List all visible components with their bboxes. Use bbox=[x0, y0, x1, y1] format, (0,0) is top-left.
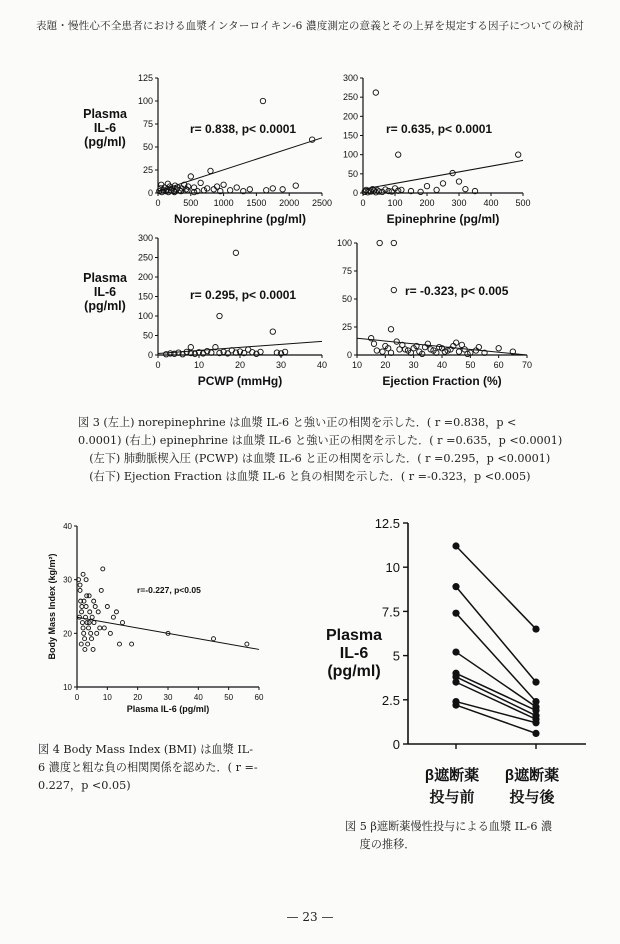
data-point bbox=[396, 152, 401, 157]
y-tick-label: 100 bbox=[137, 96, 153, 106]
data-point bbox=[234, 185, 239, 190]
caption-line: 図 4 Body Mass Index (BMI) は血漿 IL- bbox=[38, 743, 253, 756]
data-point bbox=[391, 240, 396, 245]
fig5-chart bbox=[375, 516, 586, 806]
y-axis-label: Plasma bbox=[83, 271, 127, 285]
data-point bbox=[456, 349, 461, 354]
y-axis-label: IL-6 bbox=[339, 645, 369, 662]
caption-line: (左下) 肺動脈楔入圧 (PCWP) は血漿 IL-6 と正の相関を示した．( r =0.295，p <0.0001) bbox=[89, 452, 551, 465]
y-tick-label: 7.5 bbox=[381, 604, 400, 620]
data-point bbox=[371, 341, 376, 346]
data-point bbox=[496, 346, 501, 351]
data-point bbox=[80, 621, 84, 625]
data-point bbox=[373, 90, 378, 95]
correlation-annotation: r= 0.838, p< 0.0001 bbox=[190, 122, 297, 136]
data-point bbox=[98, 626, 102, 630]
data-point bbox=[86, 642, 90, 646]
data-point bbox=[91, 647, 95, 651]
y-tick-label: 50 bbox=[341, 294, 352, 304]
data-point bbox=[93, 605, 97, 609]
data-point bbox=[114, 610, 118, 614]
data-point bbox=[391, 287, 396, 292]
y-tick-label: 0 bbox=[392, 737, 400, 752]
data-point bbox=[459, 342, 464, 347]
data-point bbox=[233, 250, 238, 255]
data-point bbox=[80, 605, 84, 609]
data-point bbox=[532, 730, 539, 737]
y-axis-label: IL-6 bbox=[93, 121, 117, 135]
y-axis-label: Plasma bbox=[325, 627, 383, 644]
x-tick-label: 40 bbox=[436, 360, 448, 370]
y-tick-label: 0 bbox=[346, 350, 352, 360]
data-point bbox=[453, 340, 458, 345]
x-tick-label: 10 bbox=[351, 360, 363, 370]
category-label bbox=[505, 766, 559, 806]
x-axis-label: Ejection Fraction (%) bbox=[382, 374, 502, 388]
y-tick-label: 200 bbox=[137, 272, 153, 282]
data-point bbox=[247, 187, 252, 192]
series-line bbox=[456, 546, 536, 629]
x-tick-label: 1500 bbox=[246, 198, 267, 208]
data-point bbox=[532, 679, 539, 686]
data-point bbox=[377, 240, 382, 245]
data-point bbox=[84, 605, 88, 609]
data-point bbox=[102, 626, 106, 630]
data-point bbox=[532, 719, 539, 726]
x-axis-label: Plasma IL-6 (pg/ml) bbox=[126, 704, 210, 714]
data-point bbox=[245, 642, 249, 646]
caption-line: 図 5 β遮断薬慢性投与による血漿 IL-6 濃 bbox=[345, 820, 553, 833]
data-point bbox=[452, 679, 459, 686]
y-tick-label: 250 bbox=[137, 252, 153, 263]
data-point bbox=[374, 348, 379, 353]
y-tick-label: 0 bbox=[147, 350, 153, 360]
data-point bbox=[532, 625, 539, 632]
data-point bbox=[418, 189, 423, 194]
x-tick-label: 10 bbox=[193, 360, 205, 370]
fig3-top-left-chart bbox=[138, 73, 332, 226]
data-point bbox=[81, 572, 85, 576]
x-tick-label: 60 bbox=[493, 360, 504, 370]
y-tick-label: 12.5 bbox=[374, 516, 400, 531]
data-point bbox=[452, 542, 459, 549]
data-point bbox=[217, 313, 222, 318]
data-point bbox=[198, 180, 203, 185]
data-point bbox=[81, 626, 85, 630]
caption-line: 6 濃度と粗な負の相関関係を認めた．( r =- bbox=[38, 761, 258, 774]
data-point bbox=[117, 642, 121, 646]
x-tick-label: 100 bbox=[387, 198, 403, 208]
data-point bbox=[89, 631, 93, 635]
data-point bbox=[221, 182, 226, 187]
x-tick-label: 0 bbox=[155, 198, 161, 208]
data-point bbox=[270, 329, 275, 334]
data-point bbox=[280, 187, 285, 192]
page-title: 表題・慢性心不全患者における血漿インターロイキン-6 濃度測定の意義とその上昇を規定する因子についての検討 bbox=[35, 20, 585, 32]
y-tick-label: 50 bbox=[142, 142, 153, 152]
data-point bbox=[83, 647, 87, 651]
data-point bbox=[96, 610, 100, 614]
y-tick-label: 25 bbox=[142, 165, 153, 175]
x-tick-label: 60 bbox=[254, 693, 264, 702]
x-tick-label: 200 bbox=[419, 198, 435, 208]
data-point bbox=[83, 637, 87, 641]
x-tick-label: 10 bbox=[102, 693, 112, 702]
x-tick-label: 20 bbox=[380, 360, 391, 370]
y-tick-label: 0 bbox=[147, 188, 153, 198]
correlation-annotation: r= 0.295, p< 0.0001 bbox=[190, 288, 297, 302]
y-tick-label: 40 bbox=[63, 522, 72, 531]
y-tick-label: 30 bbox=[63, 575, 72, 585]
x-tick-label: 2000 bbox=[279, 198, 300, 208]
x-axis-label: PCWP (mmHg) bbox=[197, 374, 283, 388]
data-point bbox=[90, 637, 94, 641]
data-point bbox=[111, 615, 115, 619]
x-axis-label: Norepinephrine (pg/ml) bbox=[174, 212, 306, 226]
data-point bbox=[424, 183, 429, 188]
figure-3-caption bbox=[78, 414, 563, 486]
data-point bbox=[227, 188, 232, 193]
data-point bbox=[88, 610, 92, 614]
y-tick-label: 100 bbox=[336, 238, 352, 248]
data-point bbox=[90, 615, 94, 619]
caption-line: 0.227，p <0.05) bbox=[38, 779, 131, 792]
x-tick-label: 50 bbox=[465, 360, 476, 370]
y-axis-label: (pg/ml) bbox=[84, 135, 126, 149]
data-point bbox=[79, 642, 83, 646]
regression-line bbox=[363, 160, 523, 189]
regression-line bbox=[158, 341, 322, 353]
data-point bbox=[208, 168, 213, 173]
caption-line: 図 3 (左上) norepinephrine は血漿 IL-6 と強い正の相関を示した．( r =0.838，p < bbox=[78, 416, 517, 429]
x-tick-label: 500 bbox=[183, 198, 199, 208]
fig4-chart bbox=[47, 522, 264, 714]
x-tick-label: 0 bbox=[74, 693, 80, 702]
data-point bbox=[108, 631, 112, 635]
fig3-bottom-right-chart bbox=[337, 238, 532, 388]
y-axis-label: (pg/ml) bbox=[84, 299, 126, 313]
category-label-line: 投与後 bbox=[509, 789, 555, 806]
y-tick-label: 2.5 bbox=[381, 692, 400, 708]
caption-line: (右下) Ejection Fraction は血漿 IL-6 と負の相関を示した．( r =-0.323，p <0.005) bbox=[89, 470, 531, 483]
y-axis-label: (pg/ml) bbox=[327, 663, 381, 680]
x-tick-label: 300 bbox=[451, 198, 467, 208]
category-label-line: β遮断薬 bbox=[504, 767, 560, 784]
y-tick-label: 100 bbox=[137, 311, 153, 321]
y-tick-label: 125 bbox=[137, 73, 153, 83]
x-tick-label: 1000 bbox=[213, 198, 234, 208]
data-point bbox=[78, 583, 82, 587]
data-point bbox=[99, 588, 103, 592]
y-tick-label: 300 bbox=[137, 233, 153, 243]
data-point bbox=[463, 186, 468, 191]
y-tick-label: 100 bbox=[342, 149, 358, 160]
x-tick-label: 0 bbox=[155, 360, 161, 370]
data-point bbox=[452, 702, 459, 709]
data-point bbox=[84, 578, 88, 582]
x-tick-label: 400 bbox=[483, 198, 499, 208]
data-point bbox=[399, 187, 404, 192]
y-tick-label: 250 bbox=[342, 92, 358, 103]
correlation-annotation: r= 0.635, p< 0.0001 bbox=[386, 122, 493, 136]
data-point bbox=[87, 626, 91, 630]
data-point bbox=[440, 181, 445, 186]
data-point bbox=[101, 567, 105, 571]
x-tick-label: 50 bbox=[224, 693, 234, 702]
category-label bbox=[425, 766, 479, 806]
y-tick-label: 150 bbox=[137, 291, 153, 302]
category-label-line: 投与前 bbox=[429, 789, 475, 806]
correlation-annotation: r= -0.323, p< 0.005 bbox=[405, 284, 509, 298]
y-tick-label: 25 bbox=[341, 322, 352, 332]
x-tick-label: 20 bbox=[133, 693, 143, 702]
y-axis-label: Plasma bbox=[83, 107, 127, 121]
data-point bbox=[130, 642, 134, 646]
x-tick-label: 20 bbox=[234, 360, 246, 370]
data-point bbox=[105, 605, 109, 609]
data-point bbox=[516, 152, 521, 157]
y-tick-label: 10 bbox=[385, 560, 400, 576]
y-tick-label: 0 bbox=[352, 188, 358, 198]
y-tick-label: 200 bbox=[342, 111, 358, 122]
data-point bbox=[95, 631, 99, 635]
data-point bbox=[264, 188, 269, 193]
figure-5-caption bbox=[345, 818, 595, 854]
data-point bbox=[212, 637, 216, 641]
figure-4-caption bbox=[38, 741, 278, 795]
data-point bbox=[380, 349, 385, 354]
y-tick-label: 50 bbox=[142, 330, 153, 341]
regression-line bbox=[77, 617, 259, 649]
correlation-annotation: r=-0.227, p<0.05 bbox=[137, 585, 201, 595]
y-tick-label: 300 bbox=[342, 73, 358, 83]
y-axis-label: IL-6 bbox=[93, 285, 117, 299]
data-point bbox=[270, 186, 275, 191]
y-tick-label: 75 bbox=[341, 266, 352, 276]
x-tick-label: 30 bbox=[408, 360, 419, 370]
y-tick-label: 75 bbox=[142, 119, 153, 129]
data-point bbox=[456, 179, 461, 184]
x-tick-label: 40 bbox=[193, 693, 203, 702]
caption-line: 0.0001) (右上) epinephrine は血漿 IL-6 と強い正の相関を示した．( r =0.635，p <0.0001) bbox=[78, 434, 563, 447]
data-point bbox=[388, 327, 393, 332]
x-tick-label: 70 bbox=[521, 360, 533, 370]
x-tick-label: 30 bbox=[275, 360, 287, 370]
data-point bbox=[121, 621, 125, 625]
series-line bbox=[456, 587, 536, 682]
data-point bbox=[188, 174, 193, 179]
y-axis-label: Body Mass Index (kg/m²) bbox=[47, 553, 57, 660]
x-tick-label: 40 bbox=[316, 360, 328, 370]
y-tick-label: 150 bbox=[342, 130, 358, 141]
data-point bbox=[452, 583, 459, 590]
fig3-top-right-chart bbox=[343, 73, 531, 226]
data-point bbox=[434, 187, 439, 192]
x-tick-label: 500 bbox=[515, 198, 531, 208]
x-tick-label: 0 bbox=[360, 198, 366, 208]
data-point bbox=[92, 599, 96, 603]
data-point bbox=[82, 631, 86, 635]
data-point bbox=[188, 345, 193, 350]
data-point bbox=[80, 610, 84, 614]
y-tick-label: 20 bbox=[63, 629, 72, 639]
page-number: — 23 — bbox=[286, 910, 334, 924]
data-point bbox=[78, 588, 82, 592]
y-tick-label: 10 bbox=[63, 683, 72, 692]
data-point bbox=[92, 621, 96, 625]
y-tick-label: 5 bbox=[392, 648, 400, 664]
x-tick-label: 2500 bbox=[311, 198, 333, 208]
category-label-line: β遮断薬 bbox=[424, 767, 480, 784]
data-point bbox=[293, 183, 298, 188]
data-point bbox=[452, 610, 459, 617]
data-point bbox=[260, 98, 265, 103]
caption-line: 度の推移． bbox=[359, 838, 416, 851]
x-axis-label: Epinephrine (pg/ml) bbox=[386, 212, 500, 226]
data-point bbox=[452, 648, 459, 655]
data-point bbox=[476, 344, 481, 349]
x-tick-label: 30 bbox=[163, 693, 173, 702]
y-tick-label: 50 bbox=[347, 168, 358, 179]
fig3-bottom-left-chart bbox=[138, 233, 327, 388]
